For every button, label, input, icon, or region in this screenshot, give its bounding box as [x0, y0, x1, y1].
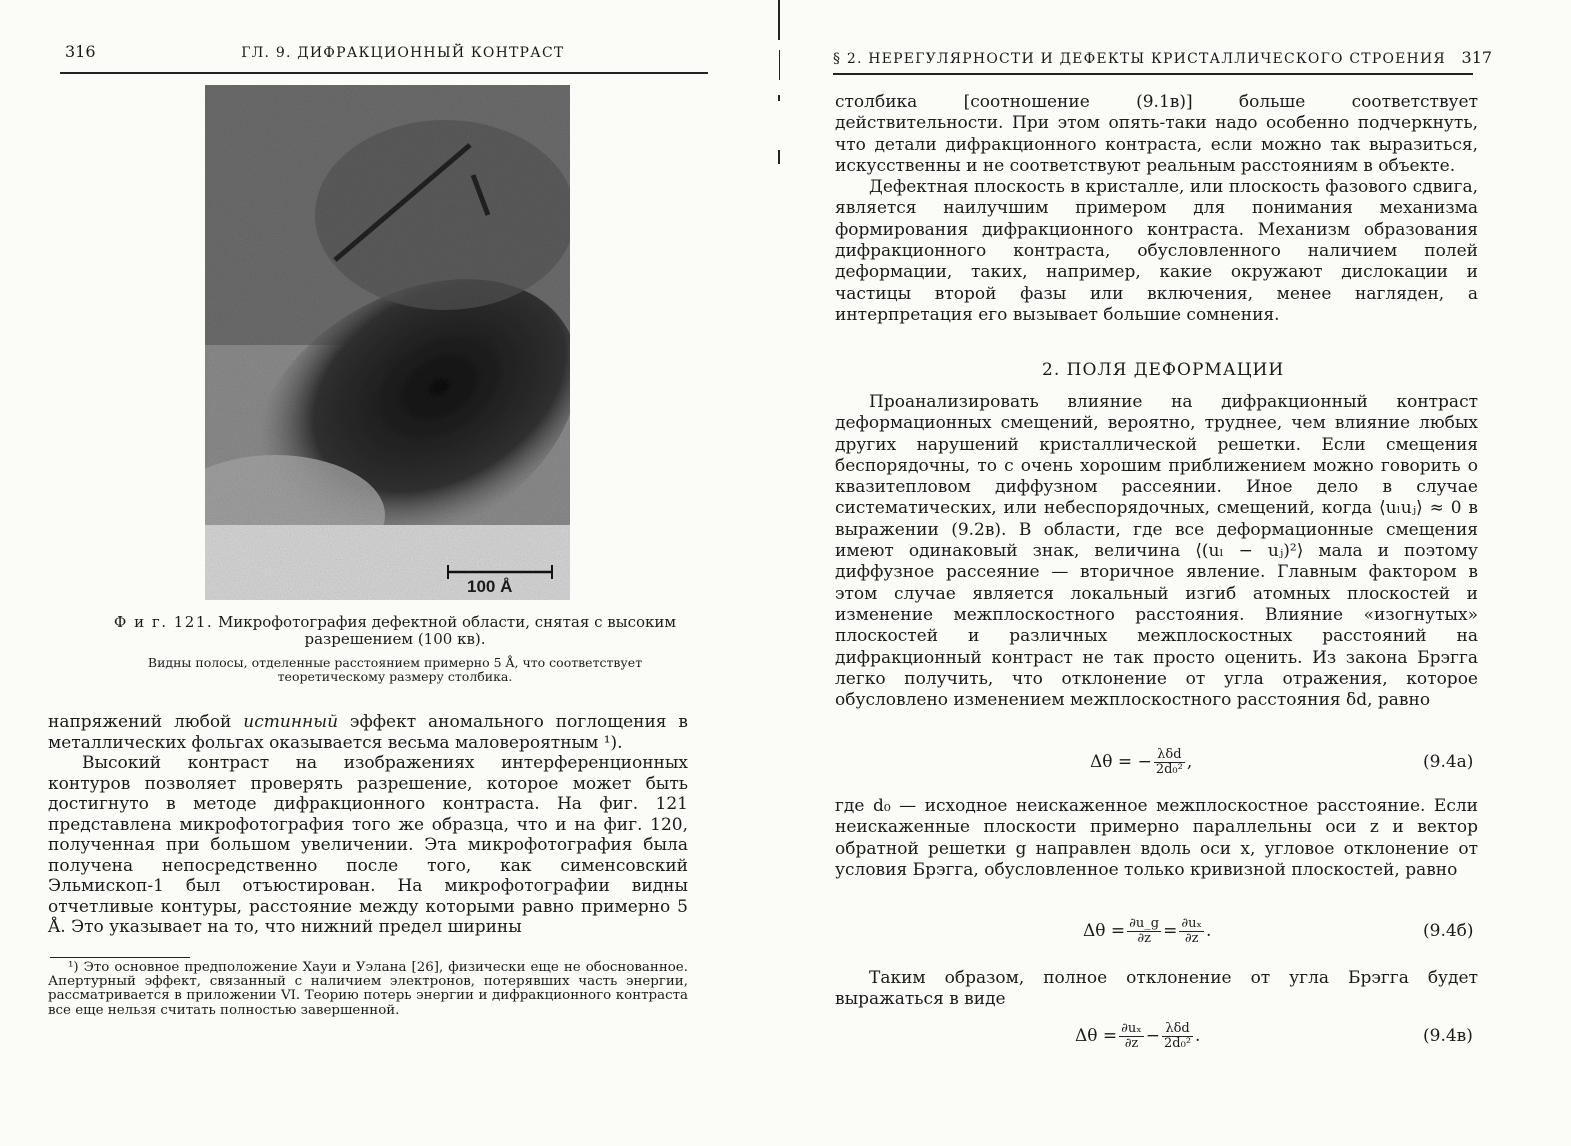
equation-label: (9.4в): [1423, 1026, 1473, 1046]
left-body: [48, 712, 688, 938]
paragraph: напряжений любой истинный эффект аномального поглощения в металлических фольгах оказывается весьма маловероятным ¹).: [48, 712, 688, 753]
math-inline: ⟨uₗuⱼ⟩ ≈ 0: [1379, 498, 1462, 519]
header-rule: [833, 73, 1473, 75]
equation-label: (9.4б): [1423, 921, 1474, 941]
right-body-top: [835, 92, 1478, 326]
paragraph: Проанализировать влияние на дифракционный контраст деформационных смещений, вероятно, труднее, чем влияние любых других нарушений кристаллической решетки. Если смещения беспорядочны, то с очень хорошим приближением можно говорить о квазитепловом диффузном рассеянии. Иное дело в случае систематических, или небеспорядочных, смещений, когда ⟨uₗuⱼ⟩ ≈ 0 в выражении (9.2в). В области, где все деформационные смещения имеют одинаковый знак, величина ⟨(uₗ − uⱼ)²⟩ мала и поэтому диффузное рассеяние — вторичное явление. Главным фактором в этом случае является локальный изгиб атомных плоскостей и изменение межплоскостного расстояния. Влияние «изогнутых» плоскостей и различных межплоскостных расстояний на дифракционный контраст не так просто оценить. Из закона Брэгга легко получить, что отклонение от угла отражения, которое обусловлено изменением межплоскостного расстояния δd, равно: [835, 392, 1478, 711]
caption-title: Микрофотография дефектной области, снятая с высоким разрешением (100 кв).: [217, 613, 677, 648]
paragraph: столбика [соотношение (9.1в)] больше соответствует действительности. При этом опять-таки надо особенно подчеркнуть, что детали дифракционного контраста, если можно так выразиться, искусственны и не соответствуют реальным расстояниям в объекте.: [835, 92, 1478, 176]
equation-9-4v: Δθ = $\frac{\text{∂uₓ}}{\partial z}$ − $\frac{\text{λδd}}{\text{2d₀²}}$ .: [1075, 1021, 1201, 1051]
caption-label: Ф и г. 121.: [113, 613, 214, 631]
header-rule: [60, 72, 708, 74]
page-number: 317: [1461, 48, 1493, 67]
paragraph: Дефектная плоскость в кристалле, или плоскость фазового сдвига, является наилучшим примером для понимания механизма формирования дифракционного контраста. Механизм образования дифракционного контраста, обусловленного наличием полей деформации, таких, например, какие окружают дислокации и частицы второй фазы или включения, менее нагляден, а интерпретация его вызывает большие сомнения.: [835, 177, 1478, 325]
equation-9-4b: Δθ = $\frac{\partial u\_g}{\partial z}$ = $\frac{\text{∂uₓ}}{\partial z}$ .: [1083, 916, 1212, 946]
right-header: [833, 48, 1492, 67]
equation-label: (9.4а): [1423, 752, 1474, 772]
left-page: [0, 0, 770, 1146]
caption-note: Видны полосы, отделенные расстоянием примерно 5 Å, что соответствует теоретическому размеру столбика.: [147, 655, 643, 684]
footnote: ¹) Это основное предположение Хауи и Уэлана [26], физически еще не обоснованное. Апертурный эффект, связанный с наличием электронов, потерявших часть энергии, рассматривается в приложении VI. Теорию потерь энергии и дифракционного контраста все еще нельзя считать полностью завершенной.: [48, 960, 688, 1018]
running-head: ГЛ. 9. ДИФРАКЦИОННЫЙ КОНТРАСТ: [241, 45, 565, 61]
emphasis: истинный: [243, 712, 339, 732]
page-number: 316: [65, 42, 96, 61]
gutter-mark: [776, 0, 782, 170]
paragraph: Таким образом, полное отклонение от угла Брэгга будет выражаться в виде: [835, 968, 1478, 1010]
footnote-rule: [50, 957, 190, 958]
left-header: [65, 42, 564, 61]
equation-9-4a: Δθ = − $\frac{\text{λδd}}{\text{2d₀²}}$ ,: [1090, 747, 1193, 777]
paragraph: Высокий контраст на изображениях интерференционных контуров позволяет проверять разрешение, которое может быть достигнуто в методе дифракционного контраста. На фиг. 121 представлена микрофотография того же образца, что и на фиг. 120, полученная при большом увеличении. Эта микрофотография была получена непосредственно после того, как сименсовский Эльмископ-1 был отъюстирован. На микрофотографии видны отчетливые контуры, расстояние между которыми равно примерно 5 Å. Это указывает на то, что нижний предел ширины: [48, 753, 688, 937]
right-body-main: [835, 392, 1478, 711]
right-page: [785, 0, 1571, 1146]
micrograph-figure: [205, 85, 570, 600]
figure-caption: [60, 614, 730, 648]
paragraph: где d₀ — исходное неискаженное межплоскостное расстояние. Если неискаженные плоскости примерно параллельны оси z и вектор обратной решетки g направлен вдоль оси x, угловое отклонение от условия Брэгга, обусловленное только кривизной плоскостей, равно: [835, 796, 1478, 880]
scale-label: 100 Å: [467, 577, 513, 596]
section-title: 2. ПОЛЯ ДЕФОРМАЦИИ: [1042, 360, 1285, 380]
running-head: § 2. НЕРЕГУЛЯРНОСТИ И ДЕФЕКТЫ КРИСТАЛЛИЧЕСКОГО СТРОЕНИЯ: [833, 51, 1446, 67]
math-inline: ⟨(uₗ − uⱼ)²⟩: [1195, 541, 1304, 562]
